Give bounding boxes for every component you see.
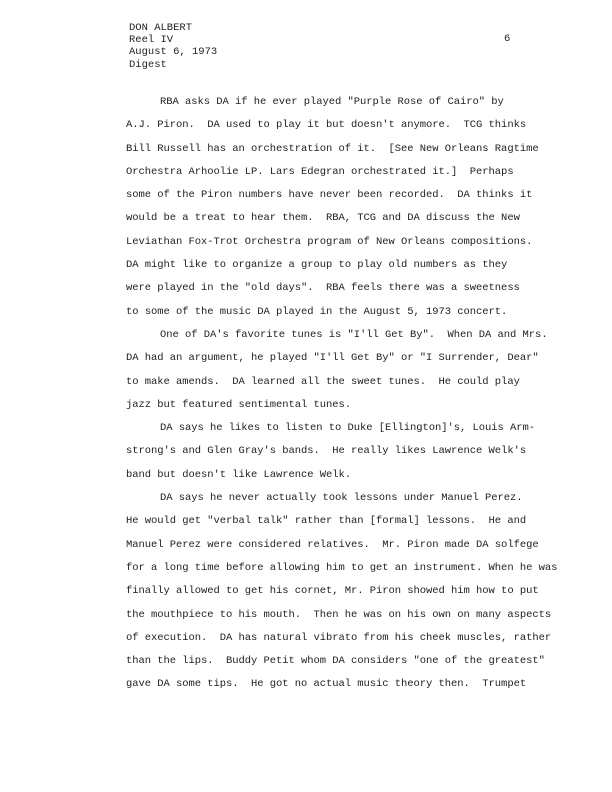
text-line: jazz but featured sentimental tunes. (126, 398, 352, 411)
document-header (129, 22, 217, 71)
text-line: DA might like to organize a group to play old numbers as they (126, 259, 508, 272)
text-line: some of the Piron numbers have never been recorded. DA thinks it (126, 189, 533, 202)
text-line: finally allowed to get his cornet, Mr. Piron showed him how to put (126, 585, 539, 598)
text-line: of execution. DA has natural vibrato from his cheek muscles, rather (126, 631, 552, 644)
text-line: He would get "verbal talk" rather than [formal] lessons. He and (126, 515, 527, 528)
text-line: RBA asks DA if he ever played "Purple Rose of Cairo" by (160, 96, 504, 108)
text-line: band but doesn't like Lawrence Welk. (126, 468, 352, 481)
text-line: gave DA some tips. He got no actual music theory then. Trumpet (126, 678, 527, 691)
text-line: DA says he likes to listen to Duke [Ellington]'s, Louis Arm- (160, 422, 536, 435)
text-line: to some of the music DA played in the August 5, 1973 concert. (126, 305, 508, 318)
document-body (126, 91, 570, 697)
text-line: would be a treat to hear them. RBA, TCG and DA discuss the New (126, 212, 520, 225)
header-name: DON ALBERT (129, 22, 193, 34)
text-line: One of DA's favorite tunes is "I'll Get By". When DA and Mrs. (160, 328, 548, 341)
text-line: DA had an argument, he played "I'll Get By" or "I Surrender, Dear" (126, 352, 539, 365)
text-line: for a long time before allowing him to get an instrument. When he was (126, 561, 558, 574)
text-line: Orchestra Arhoolie LP. Lars Edegran orchestrated it.] Perhaps (126, 165, 514, 178)
text-line: were played in the "old days". RBA feels there was a sweetness (126, 282, 520, 295)
text-line: Bill Russell has an orchestration of it. [See New Orleans Ragtime (126, 142, 539, 155)
text-line: DA says he never actually took lessons under Manuel Perez. (160, 492, 523, 505)
header-date: August 6, 1973 (129, 46, 218, 59)
text-line: the mouthpiece to his mouth. Then he was on his own on many aspects (126, 608, 552, 621)
text-line: strong's and Glen Gray's bands. He really likes Lawrence Welk's (126, 445, 527, 458)
text-line: Manuel Perez were considered relatives. Mr. Piron made DA solfege (126, 538, 539, 551)
header-reel: Reel IV (129, 34, 174, 47)
text-line: than the lips. Buddy Petit whom DA considers "one of the greatest" (126, 655, 545, 668)
text-line: to make amends. DA learned all the sweet tunes. He could play (126, 375, 520, 388)
page-number: 6 (504, 33, 511, 45)
text-line: Leviathan Fox-Trot Orchestra program of New Orleans compositions. (126, 235, 533, 248)
text-line: A.J. Piron. DA used to play it but doesn't anymore. TCG thinks (126, 119, 527, 132)
header-type: Digest (129, 58, 167, 71)
